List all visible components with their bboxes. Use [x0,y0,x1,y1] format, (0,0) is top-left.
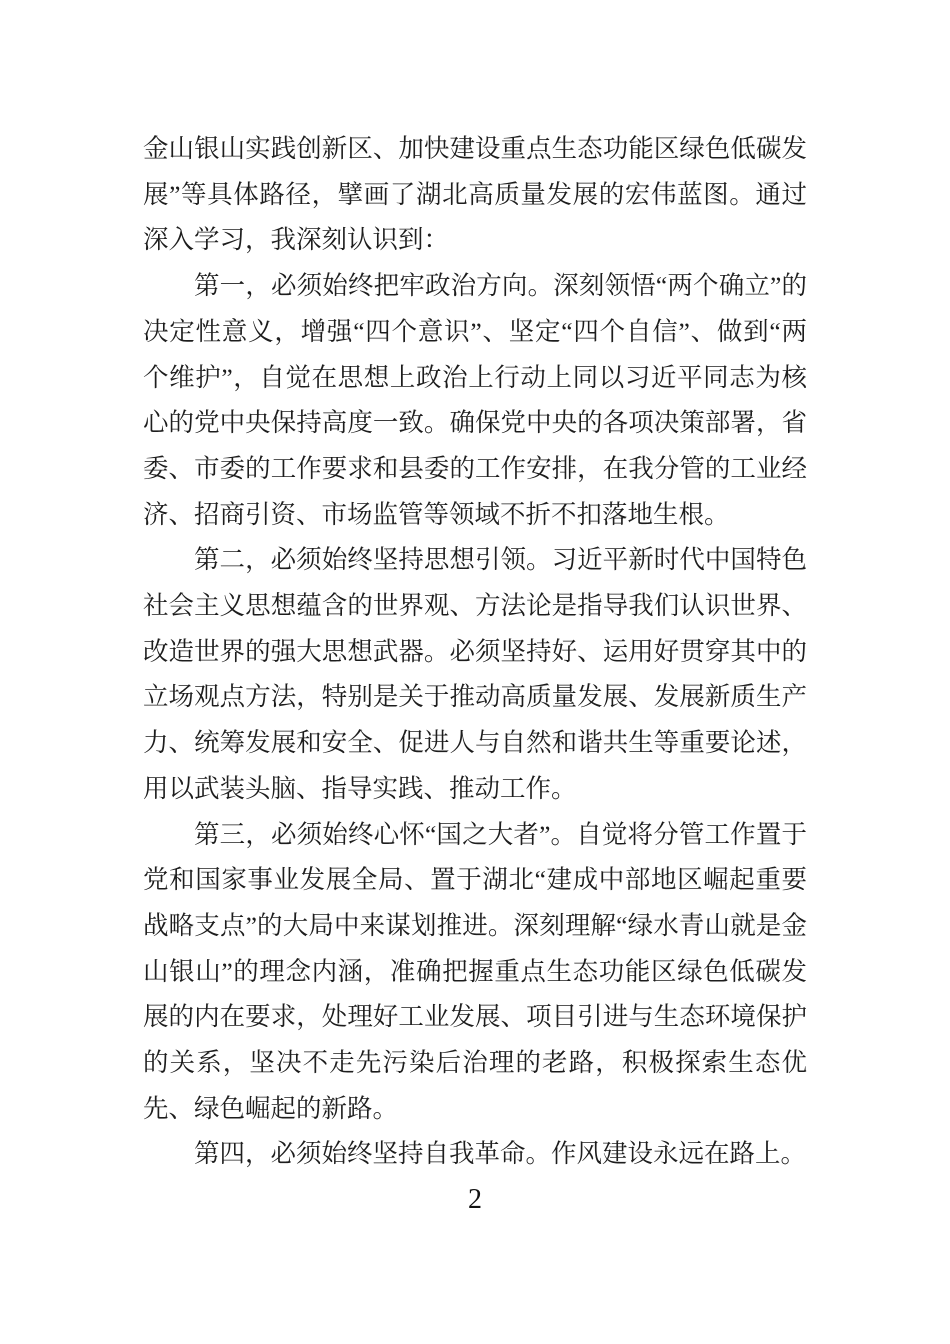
page-number: 2 [468,1184,482,1215]
paragraph: 第三，必须始终心怀“国之大者”。自觉将分管工作置于党和国家事业发展全局、置于湖北“建成中部地区崛起重要战略支点”的大局中来谋划推进。深刻理解“绿水青山就是金山银山”的理念内涵，准确把握重点生态功能区绿色低碳发展的内在要求，处理好工业发展、项目引进与生态环境保护的关系，坚决不走先污染后治理的老路，积极探索生态优先、绿色崛起的新路。 [143,819,807,1123]
paragraph: 第四，必须始终坚持自我革命。作风建设永远在路上。 [194,1139,807,1169]
paragraph: 金山银山实践创新区、加快建设重点生态功能区绿色低碳发展”等具体路径，擘画了湖北高质量发展的宏伟蓝图。通过深入学习，我深刻认识到： [143,134,807,255]
document-body [143,126,807,1177]
paragraph: 第二，必须始终坚持思想引领。习近平新时代中国特色社会主义思想蕴含的世界观、方法论是指导我们认识世界、改造世界的强大思想武器。必须坚持好、运用好贯穿其中的立场观点方法，特别是关于推动高质量发展、发展新质生产力、统筹发展和安全、促进人与自然和谐共生等重要论述，用以武装头脑、指导实践、推动工作。 [143,545,807,803]
paragraph: 第一，必须始终把牢政治方向。深刻领悟“两个确立”的决定性意义，增强“四个意识”、坚定“四个自信”、做到“两个维护”，自觉在思想上政治上行动上同以习近平同志为核心的党中央保持高度一致。确保党中央的各项决策部署，省委、市委的工作要求和县委的工作安排，在我分管的工业经济、招商引资、市场监管等领域不折不扣落地生根。 [143,271,807,529]
